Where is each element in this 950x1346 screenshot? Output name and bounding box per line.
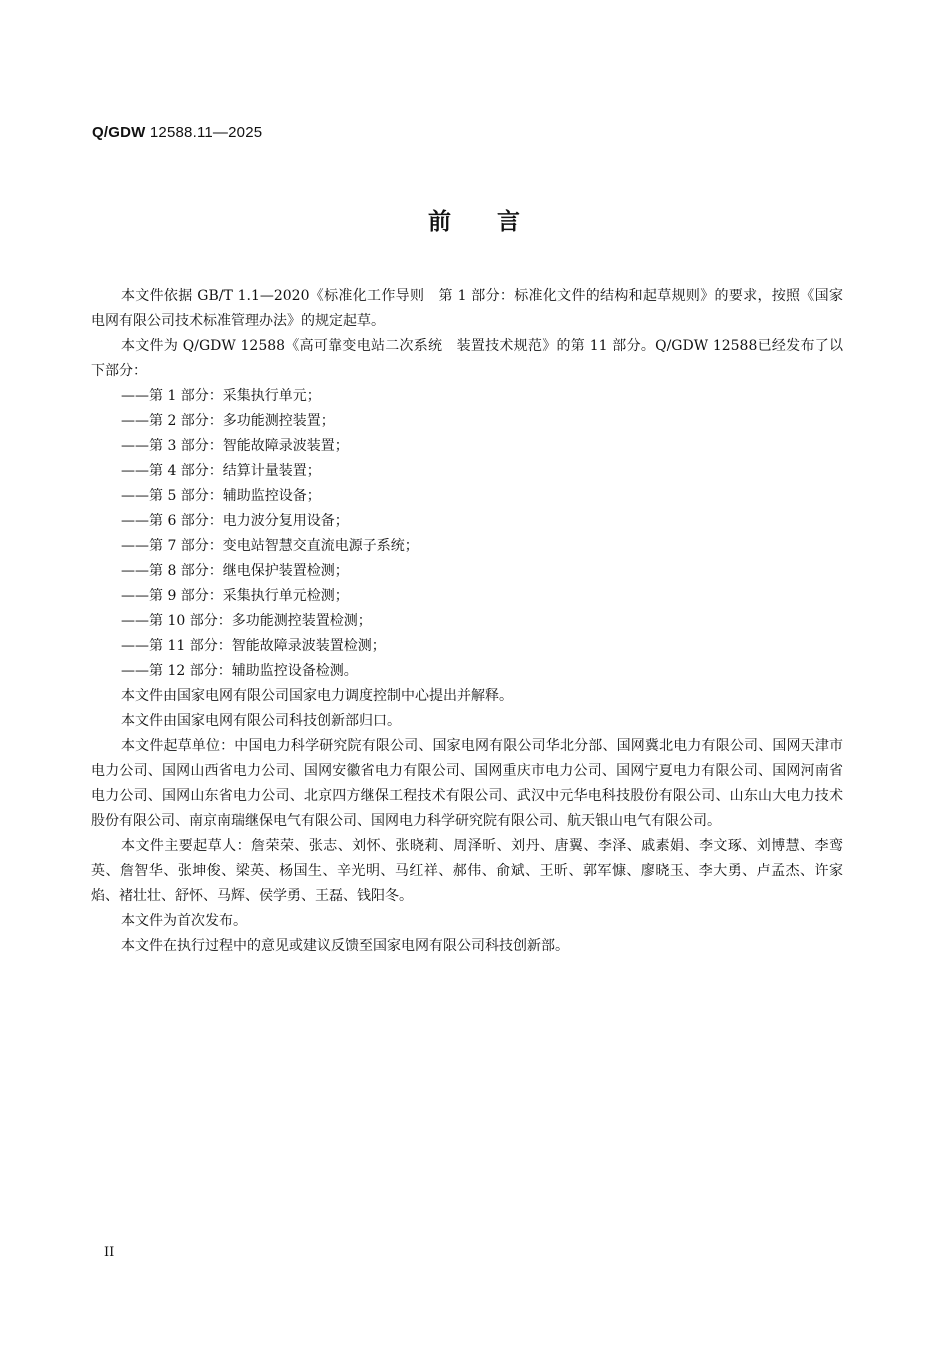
paragraph-first-release: 本文件为首次发布。 (121, 913, 247, 929)
paragraph-drafting-basis: 本文件依据 GB/T 1.1—2020《标准化工作导则 第 1 部分：标准化文件的结构和起草规则》的要求，按照《国家电网有限公司技术标准管理办法》的规定起草。 (91, 288, 843, 329)
page-number: II (104, 1245, 115, 1260)
document-code-number: 12588.11—2025 (145, 124, 263, 141)
list-item: ——第 1 部分：采集执行单元； (121, 388, 321, 404)
paragraph-series-intro: 本文件为 Q/GDW 12588《高可靠变电站二次系统 装置技术规范》的第 11 部分。Q/GDW 12588已经发布了以下部分： (91, 338, 843, 379)
list-item: ——第 9 部分：采集执行单元检测； (121, 588, 349, 604)
foreword-body (91, 284, 843, 959)
list-item: ——第 11 部分：智能故障录波装置检测； (121, 638, 386, 654)
list-item: ——第 7 部分：变电站智慧交直流电源子系统； (121, 538, 419, 554)
paragraph-feedback: 本文件在执行过程中的意见或建议反馈至国家电网有限公司科技创新部。 (121, 938, 569, 954)
list-item: ——第 5 部分：辅助监控设备； (121, 488, 321, 504)
page-title (0, 203, 950, 236)
list-item: ——第 2 部分：多功能测控装置； (121, 413, 335, 429)
list-item: ——第 4 部分：结算计量装置； (121, 463, 321, 479)
list-item: ——第 12 部分：辅助监控设备检测。 (121, 663, 358, 679)
list-item: ——第 10 部分：多功能测控装置检测； (121, 613, 372, 629)
paragraph-drafters: 本文件主要起草人：詹荣荣、张志、刘怀、张晓莉、周泽昕、刘丹、唐翼、李泽、戚素娟、李文琢、刘博慧、李鸾英、詹智华、张坤俊、梁英、杨国生、辛光明、马红祥、郝伟、俞斌、王昕、郭军慷、廖晓玉、李大勇、卢孟杰、许家焰、褚壮壮、舒怀、马辉、侯学勇、王磊、钱阳冬。 (91, 838, 843, 904)
document-code-prefix: Q/GDW (92, 124, 146, 141)
document-code (92, 124, 262, 141)
paragraph-administrator: 本文件由国家电网有限公司科技创新部归口。 (121, 713, 401, 729)
paragraph-drafting-units: 本文件起草单位：中国电力科学研究院有限公司、国家电网有限公司华北分部、国网冀北电力有限公司、国网天津市电力公司、国网山西省电力公司、国网安徽省电力有限公司、国网重庆市电力公司、国网宁夏电力有限公司、国网河南省电力公司、国网山东省电力公司、北京四方继保工程技术有限公司、武汉中元华电科技股份有限公司、山东山大电力技术股份有限公司、南京南瑞继保电气有限公司、国网电力科学研究院有限公司、航天银山电气有限公司。 (91, 738, 843, 829)
list-item: ——第 6 部分：电力波分复用设备； (121, 513, 349, 529)
paragraph-proposer: 本文件由国家电网有限公司国家电力调度控制中心提出并解释。 (121, 688, 513, 704)
page-title-left: 前 (428, 209, 453, 235)
list-item: ——第 3 部分：智能故障录波装置； (121, 438, 349, 454)
page-title-right: 言 (497, 209, 522, 235)
list-item: ——第 8 部分：继电保护装置检测； (121, 563, 349, 579)
